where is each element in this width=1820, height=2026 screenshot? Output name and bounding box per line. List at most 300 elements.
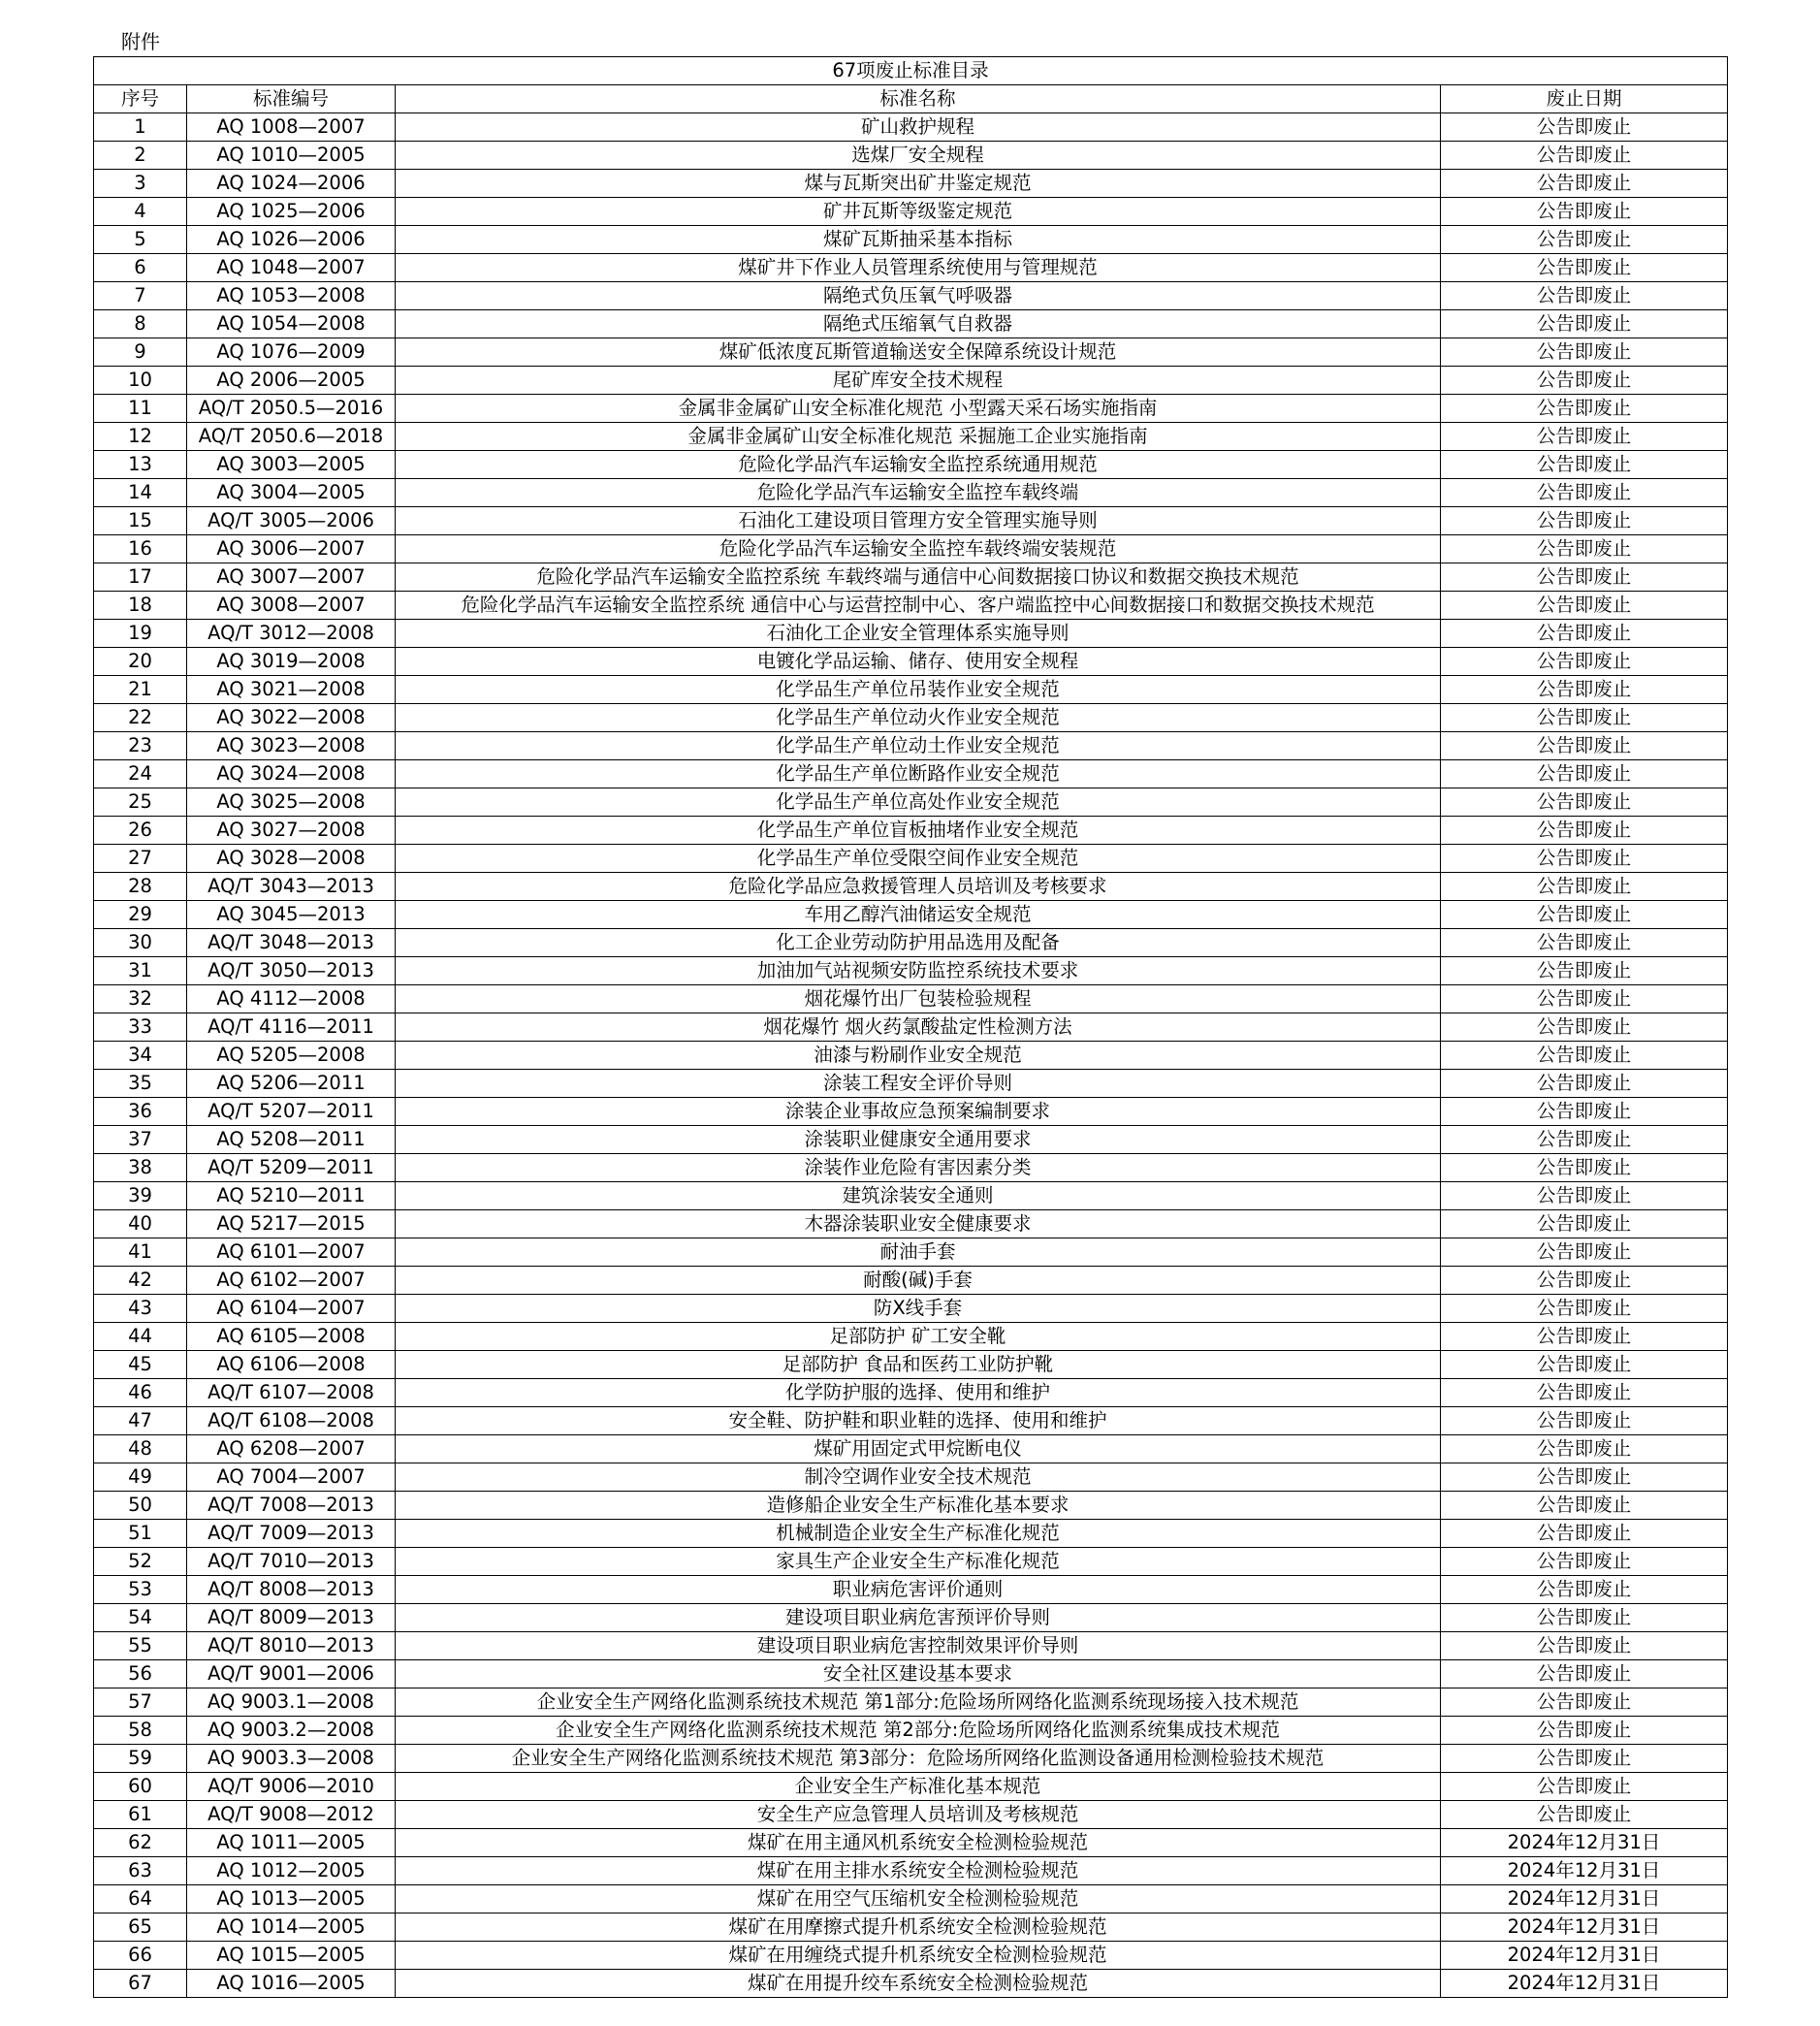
cell-abolish-date: 公告即废止 [1441,1688,1728,1717]
cell-standard-code: AQ/T 5207—2011 [187,1098,396,1126]
cell-serial: 15 [94,507,187,535]
cell-abolish-date: 公告即废止 [1441,788,1728,817]
cell-standard-code: AQ 6208—2007 [187,1435,396,1463]
cell-standard-code: AQ/T 3012—2008 [187,620,396,648]
table-row [94,1660,1728,1688]
cell-serial: 5 [94,226,187,254]
cell-abolish-date: 公告即废止 [1441,985,1728,1013]
cell-serial: 25 [94,788,187,817]
cell-abolish-date: 公告即废止 [1441,1295,1728,1323]
table-row [94,479,1728,507]
table-row [94,1913,1728,1942]
cell-serial: 14 [94,479,187,507]
cell-standard-code: AQ 1026—2006 [187,226,396,254]
cell-standard-code: AQ 1024—2006 [187,170,396,198]
cell-abolish-date: 公告即废止 [1441,1407,1728,1435]
cell-abolish-date: 公告即废止 [1441,142,1728,170]
table-row [94,1604,1728,1632]
cell-standard-name: 化工企业劳动防护用品选用及配备 [396,929,1441,957]
cell-serial: 31 [94,957,187,985]
cell-standard-name: 企业安全生产标准化基本规范 [396,1773,1441,1801]
table-row [94,1576,1728,1604]
cell-standard-code: AQ 3027—2008 [187,817,396,845]
cell-standard-name: 石油化工企业安全管理体系实施导则 [396,620,1441,648]
table-row [94,1885,1728,1913]
cell-standard-code: AQ/T 6108—2008 [187,1407,396,1435]
cell-serial: 40 [94,1210,187,1238]
cell-standard-code: AQ/T 8009—2013 [187,1604,396,1632]
cell-standard-code: AQ/T 9008—2012 [187,1801,396,1829]
cell-standard-name: 金属非金属矿山安全标准化规范 小型露天采石场实施指南 [396,395,1441,423]
table-row [94,1717,1728,1745]
cell-standard-name: 涂装企业事故应急预案编制要求 [396,1098,1441,1126]
cell-standard-code: AQ 1054—2008 [187,310,396,338]
cell-abolish-date: 公告即废止 [1441,1238,1728,1267]
cell-standard-code: AQ/T 7008—2013 [187,1492,396,1520]
cell-abolish-date: 公告即废止 [1441,113,1728,142]
table-row [94,760,1728,788]
cell-abolish-date: 2024年12月31日 [1441,1857,1728,1885]
cell-standard-code: AQ 3022—2008 [187,704,396,732]
cell-standard-name: 煤矿在用主排水系统安全检测检验规范 [396,1857,1441,1885]
cell-abolish-date: 公告即废止 [1441,1463,1728,1492]
cell-serial: 34 [94,1042,187,1070]
table-row [94,338,1728,367]
cell-serial: 8 [94,310,187,338]
cell-serial: 1 [94,113,187,142]
cell-standard-name: 木器涂装职业安全健康要求 [396,1210,1441,1238]
cell-standard-code: AQ 6106—2008 [187,1351,396,1379]
cell-serial: 37 [94,1126,187,1154]
cell-abolish-date: 公告即废止 [1441,1013,1728,1042]
table-row [94,1463,1728,1492]
cell-serial: 26 [94,817,187,845]
cell-abolish-date: 公告即废止 [1441,395,1728,423]
cell-abolish-date: 公告即废止 [1441,929,1728,957]
cell-abolish-date: 公告即废止 [1441,198,1728,226]
cell-standard-code: AQ/T 6107—2008 [187,1379,396,1407]
table-row [94,142,1728,170]
table-row [94,873,1728,901]
cell-standard-name: 涂装作业危险有害因素分类 [396,1154,1441,1182]
cell-serial: 28 [94,873,187,901]
cell-standard-code: AQ 2006—2005 [187,367,396,395]
cell-standard-name: 煤矿井下作业人员管理系统使用与管理规范 [396,254,1441,282]
cell-serial: 62 [94,1829,187,1857]
cell-abolish-date: 公告即废止 [1441,957,1728,985]
cell-serial: 17 [94,563,187,592]
cell-standard-name: 油漆与粉刷作业安全规范 [396,1042,1441,1070]
cell-serial: 7 [94,282,187,310]
cell-standard-name: 足部防护 矿工安全靴 [396,1323,1441,1351]
cell-standard-code: AQ 1010—2005 [187,142,396,170]
cell-standard-name: 职业病危害评价通则 [396,1576,1441,1604]
cell-serial: 60 [94,1773,187,1801]
cell-standard-name: 车用乙醇汽油储运安全规范 [396,901,1441,929]
cell-standard-code: AQ 6101—2007 [187,1238,396,1267]
cell-serial: 21 [94,676,187,704]
cell-standard-name: 烟花爆竹 烟火药氯酸盐定性检测方法 [396,1013,1441,1042]
cell-abolish-date: 2024年12月31日 [1441,1913,1728,1942]
table-row [94,113,1728,142]
cell-serial: 29 [94,901,187,929]
cell-abolish-date: 2024年12月31日 [1441,1970,1728,1998]
cell-abolish-date: 公告即废止 [1441,1717,1728,1745]
cell-abolish-date: 公告即废止 [1441,1098,1728,1126]
cell-abolish-date: 公告即废止 [1441,1548,1728,1576]
cell-serial: 66 [94,1942,187,1970]
cell-standard-code: AQ 3019—2008 [187,648,396,676]
cell-serial: 10 [94,367,187,395]
cell-standard-code: AQ/T 2050.5—2016 [187,395,396,423]
cell-standard-code: AQ/T 3048—2013 [187,929,396,957]
table-row [94,1013,1728,1042]
cell-standard-code: AQ/T 8010—2013 [187,1632,396,1660]
cell-standard-name: 选煤厂安全规程 [396,142,1441,170]
cell-standard-code: AQ 9003.2—2008 [187,1717,396,1745]
cell-abolish-date: 公告即废止 [1441,423,1728,451]
table-row [94,1435,1728,1463]
table-row [94,1182,1728,1210]
cell-standard-code: AQ 1048—2007 [187,254,396,282]
table-row [94,704,1728,732]
cell-standard-code: AQ 9003.1—2008 [187,1688,396,1717]
table-row [94,1210,1728,1238]
cell-standard-name: 危险化学品汽车运输安全监控系统 通信中心与运营控制中心、客户端监控中心间数据接口和数据交换技术规范 [396,592,1441,620]
table-row [94,1829,1728,1857]
cell-serial: 6 [94,254,187,282]
header-standard-code: 标准编号 [187,85,396,113]
cell-abolish-date: 2024年12月31日 [1441,1942,1728,1970]
cell-serial: 52 [94,1548,187,1576]
cell-serial: 16 [94,535,187,563]
cell-serial: 55 [94,1632,187,1660]
cell-abolish-date: 公告即废止 [1441,563,1728,592]
cell-standard-name: 隔绝式负压氧气呼吸器 [396,282,1441,310]
table-row [94,676,1728,704]
cell-standard-code: AQ/T 9001—2006 [187,1660,396,1688]
header-standard-name: 标准名称 [396,85,1441,113]
cell-standard-name: 金属非金属矿山安全标准化规范 采掘施工企业实施指南 [396,423,1441,451]
cell-serial: 35 [94,1070,187,1098]
table-row [94,563,1728,592]
cell-standard-code: AQ 3006—2007 [187,535,396,563]
cell-standard-name: 化学品生产单位盲板抽堵作业安全规范 [396,817,1441,845]
cell-serial: 32 [94,985,187,1013]
table-row [94,957,1728,985]
cell-abolish-date: 公告即废止 [1441,1379,1728,1407]
cell-serial: 13 [94,451,187,479]
cell-standard-code: AQ/T 3050—2013 [187,957,396,985]
cell-abolish-date: 公告即废止 [1441,310,1728,338]
cell-standard-name: 煤矿在用摩擦式提升机系统安全检测检验规范 [396,1913,1441,1942]
cell-abolish-date: 公告即废止 [1441,676,1728,704]
cell-standard-name: 煤矿在用主通风机系统安全检测检验规范 [396,1829,1441,1857]
table-row [94,1351,1728,1379]
cell-standard-name: 化学品生产单位动土作业安全规范 [396,732,1441,760]
cell-abolish-date: 公告即废止 [1441,1267,1728,1295]
cell-standard-code: AQ 3023—2008 [187,732,396,760]
cell-serial: 51 [94,1520,187,1548]
cell-standard-code: AQ/T 8008—2013 [187,1576,396,1604]
table-row [94,592,1728,620]
cell-standard-code: AQ 3024—2008 [187,760,396,788]
table-row [94,1773,1728,1801]
table-row [94,507,1728,535]
cell-abolish-date: 公告即废止 [1441,507,1728,535]
cell-standard-name: 企业安全生产网络化监测系统技术规范 第3部分：危险场所网络化监测设备通用检测检验技术规范 [396,1745,1441,1773]
header-serial: 序号 [94,85,187,113]
cell-abolish-date: 公告即废止 [1441,873,1728,901]
cell-abolish-date: 公告即废止 [1441,1520,1728,1548]
cell-standard-name: 化学品生产单位高处作业安全规范 [396,788,1441,817]
cell-serial: 20 [94,648,187,676]
cell-standard-name: 造修船企业安全生产标准化基本要求 [396,1492,1441,1520]
cell-serial: 9 [94,338,187,367]
cell-standard-code: AQ/T 7010—2013 [187,1548,396,1576]
cell-standard-name: 尾矿库安全技术规程 [396,367,1441,395]
cell-standard-name: 化学品生产单位吊装作业安全规范 [396,676,1441,704]
table-row [94,1942,1728,1970]
cell-standard-code: AQ 6104—2007 [187,1295,396,1323]
table-row [94,1632,1728,1660]
cell-standard-code: AQ/T 3043—2013 [187,873,396,901]
table-row [94,1688,1728,1717]
cell-standard-name: 安全社区建设基本要求 [396,1660,1441,1688]
cell-abolish-date: 公告即废止 [1441,620,1728,648]
cell-serial: 30 [94,929,187,957]
cell-standard-code: AQ 3025—2008 [187,788,396,817]
cell-serial: 38 [94,1154,187,1182]
cell-standard-name: 隔绝式压缩氧气自救器 [396,310,1441,338]
cell-serial: 50 [94,1492,187,1520]
cell-standard-code: AQ 1013—2005 [187,1885,396,1913]
cell-standard-code: AQ 1076—2009 [187,338,396,367]
cell-standard-name: 危险化学品汽车运输安全监控系统 车载终端与通信中心间数据接口协议和数据交换技术规范 [396,563,1441,592]
cell-abolish-date: 公告即废止 [1441,479,1728,507]
cell-serial: 39 [94,1182,187,1210]
cell-abolish-date: 公告即废止 [1441,226,1728,254]
cell-standard-code: AQ 7004—2007 [187,1463,396,1492]
cell-standard-name: 建设项目职业病危害控制效果评价导则 [396,1632,1441,1660]
cell-serial: 49 [94,1463,187,1492]
table-row [94,423,1728,451]
table-row [94,1379,1728,1407]
table-row [94,310,1728,338]
cell-standard-name: 耐油手套 [396,1238,1441,1267]
cell-abolish-date: 公告即废止 [1441,1154,1728,1182]
cell-serial: 47 [94,1407,187,1435]
table-row [94,1857,1728,1885]
cell-serial: 67 [94,1970,187,1998]
cell-abolish-date: 公告即废止 [1441,1182,1728,1210]
cell-standard-name: 建设项目职业病危害预评价导则 [396,1604,1441,1632]
cell-abolish-date: 公告即废止 [1441,1773,1728,1801]
table-row [94,817,1728,845]
cell-standard-name: 加油加气站视频安防监控系统技术要求 [396,957,1441,985]
cell-standard-name: 煤与瓦斯突出矿井鉴定规范 [396,170,1441,198]
cell-serial: 11 [94,395,187,423]
cell-abolish-date: 公告即废止 [1441,1351,1728,1379]
cell-abolish-date: 公告即废止 [1441,1435,1728,1463]
cell-standard-code: AQ 1025—2006 [187,198,396,226]
table-row [94,1042,1728,1070]
cell-standard-code: AQ 1015—2005 [187,1942,396,1970]
cell-abolish-date: 公告即废止 [1441,254,1728,282]
cell-standard-code: AQ 1053—2008 [187,282,396,310]
table-row [94,1407,1728,1435]
cell-serial: 58 [94,1717,187,1745]
cell-standard-name: 煤矿用固定式甲烷断电仪 [396,1435,1441,1463]
cell-abolish-date: 公告即废止 [1441,592,1728,620]
cell-serial: 45 [94,1351,187,1379]
cell-standard-name: 化学品生产单位断路作业安全规范 [396,760,1441,788]
cell-standard-code: AQ 5205—2008 [187,1042,396,1070]
abolished-standards-table [93,56,1728,1998]
cell-serial: 61 [94,1801,187,1829]
cell-standard-code: AQ 1012—2005 [187,1857,396,1885]
cell-standard-name: 制冷空调作业安全技术规范 [396,1463,1441,1492]
cell-serial: 43 [94,1295,187,1323]
cell-abolish-date: 公告即废止 [1441,1492,1728,1520]
cell-serial: 57 [94,1688,187,1717]
cell-standard-name: 防X线手套 [396,1295,1441,1323]
table-row [94,1745,1728,1773]
table-row [94,1238,1728,1267]
cell-abolish-date: 公告即废止 [1441,760,1728,788]
table-row [94,1520,1728,1548]
table-row [94,170,1728,198]
cell-abolish-date: 公告即废止 [1441,1660,1728,1688]
cell-standard-code: AQ 1014—2005 [187,1913,396,1942]
cell-standard-code: AQ 3004—2005 [187,479,396,507]
table-title-row [94,57,1728,85]
table-row [94,788,1728,817]
table-row [94,282,1728,310]
table-row [94,367,1728,395]
cell-standard-name: 耐酸(碱)手套 [396,1267,1441,1295]
cell-standard-code: AQ 1011—2005 [187,1829,396,1857]
cell-serial: 56 [94,1660,187,1688]
table-row [94,648,1728,676]
cell-serial: 42 [94,1267,187,1295]
table-row [94,395,1728,423]
cell-abolish-date: 公告即废止 [1441,282,1728,310]
cell-standard-name: 煤矿瓦斯抽采基本指标 [396,226,1441,254]
cell-standard-code: AQ/T 4116—2011 [187,1013,396,1042]
cell-serial: 4 [94,198,187,226]
cell-standard-code: AQ 6105—2008 [187,1323,396,1351]
table-row [94,732,1728,760]
cell-standard-code: AQ 6102—2007 [187,1267,396,1295]
cell-abolish-date: 公告即废止 [1441,1126,1728,1154]
cell-serial: 36 [94,1098,187,1126]
cell-abolish-date: 公告即废止 [1441,338,1728,367]
table-row [94,535,1728,563]
cell-serial: 23 [94,732,187,760]
cell-serial: 12 [94,423,187,451]
cell-abolish-date: 公告即废止 [1441,1323,1728,1351]
cell-standard-name: 危险化学品汽车运输安全监控系统通用规范 [396,451,1441,479]
cell-abolish-date: 公告即废止 [1441,817,1728,845]
cell-serial: 46 [94,1379,187,1407]
cell-standard-code: AQ 3028—2008 [187,845,396,873]
table-title: 67项废止标准目录 [94,57,1728,85]
table-row [94,1970,1728,1998]
cell-abolish-date: 公告即废止 [1441,451,1728,479]
table-row [94,1154,1728,1182]
table-row [94,1323,1728,1351]
cell-standard-name: 煤矿在用提升绞车系统安全检测检验规范 [396,1970,1441,1998]
cell-standard-name: 危险化学品应急救援管理人员培训及考核要求 [396,873,1441,901]
cell-standard-name: 化学品生产单位受限空间作业安全规范 [396,845,1441,873]
cell-abolish-date: 公告即废止 [1441,1576,1728,1604]
cell-abolish-date: 公告即废止 [1441,1070,1728,1098]
cell-abolish-date: 公告即废止 [1441,1745,1728,1773]
table-row [94,985,1728,1013]
table-row [94,254,1728,282]
cell-standard-code: AQ 9003.3—2008 [187,1745,396,1773]
cell-serial: 3 [94,170,187,198]
cell-standard-name: 安全鞋、防护鞋和职业鞋的选择、使用和维护 [396,1407,1441,1435]
table-row [94,845,1728,873]
cell-standard-code: AQ/T 3005—2006 [187,507,396,535]
cell-standard-name: 涂装工程安全评价导则 [396,1070,1441,1098]
cell-abolish-date: 公告即废止 [1441,845,1728,873]
cell-standard-name: 家具生产企业安全生产标准化规范 [396,1548,1441,1576]
table-row [94,1548,1728,1576]
table-row [94,620,1728,648]
table-row [94,226,1728,254]
attachment-label: 附件 [121,30,160,53]
table-row [94,1267,1728,1295]
table-row [94,198,1728,226]
cell-standard-code: AQ/T 2050.6—2018 [187,423,396,451]
cell-abolish-date: 公告即废止 [1441,1801,1728,1829]
cell-abolish-date: 公告即废止 [1441,1210,1728,1238]
cell-serial: 27 [94,845,187,873]
table-row [94,1098,1728,1126]
cell-abolish-date: 公告即废止 [1441,1604,1728,1632]
cell-serial: 48 [94,1435,187,1463]
table-row [94,1070,1728,1098]
cell-standard-name: 煤矿在用空气压缩机安全检测检验规范 [396,1885,1441,1913]
cell-standard-name: 企业安全生产网络化监测系统技术规范 第1部分:危险场所网络化监测系统现场接入技术规范 [396,1688,1441,1717]
cell-serial: 54 [94,1604,187,1632]
cell-standard-code: AQ 5217—2015 [187,1210,396,1238]
cell-standard-code: AQ 5206—2011 [187,1070,396,1098]
cell-standard-code: AQ 4112—2008 [187,985,396,1013]
table-row [94,451,1728,479]
cell-standard-name: 安全生产应急管理人员培训及考核规范 [396,1801,1441,1829]
table-row [94,929,1728,957]
cell-standard-code: AQ 3045—2013 [187,901,396,929]
cell-serial: 63 [94,1857,187,1885]
cell-standard-name: 矿井瓦斯等级鉴定规范 [396,198,1441,226]
cell-abolish-date: 公告即废止 [1441,170,1728,198]
cell-abolish-date: 公告即废止 [1441,732,1728,760]
cell-standard-code: AQ 3008—2007 [187,592,396,620]
cell-abolish-date: 公告即废止 [1441,704,1728,732]
cell-abolish-date: 公告即废止 [1441,535,1728,563]
cell-standard-name: 烟花爆竹出厂包装检验规程 [396,985,1441,1013]
cell-abolish-date: 公告即废止 [1441,367,1728,395]
table-row [94,1801,1728,1829]
cell-standard-name: 煤矿在用缠绕式提升机系统安全检测检验规范 [396,1942,1441,1970]
cell-standard-code: AQ 3007—2007 [187,563,396,592]
cell-standard-code: AQ/T 7009—2013 [187,1520,396,1548]
cell-standard-name: 化学品生产单位动火作业安全规范 [396,704,1441,732]
